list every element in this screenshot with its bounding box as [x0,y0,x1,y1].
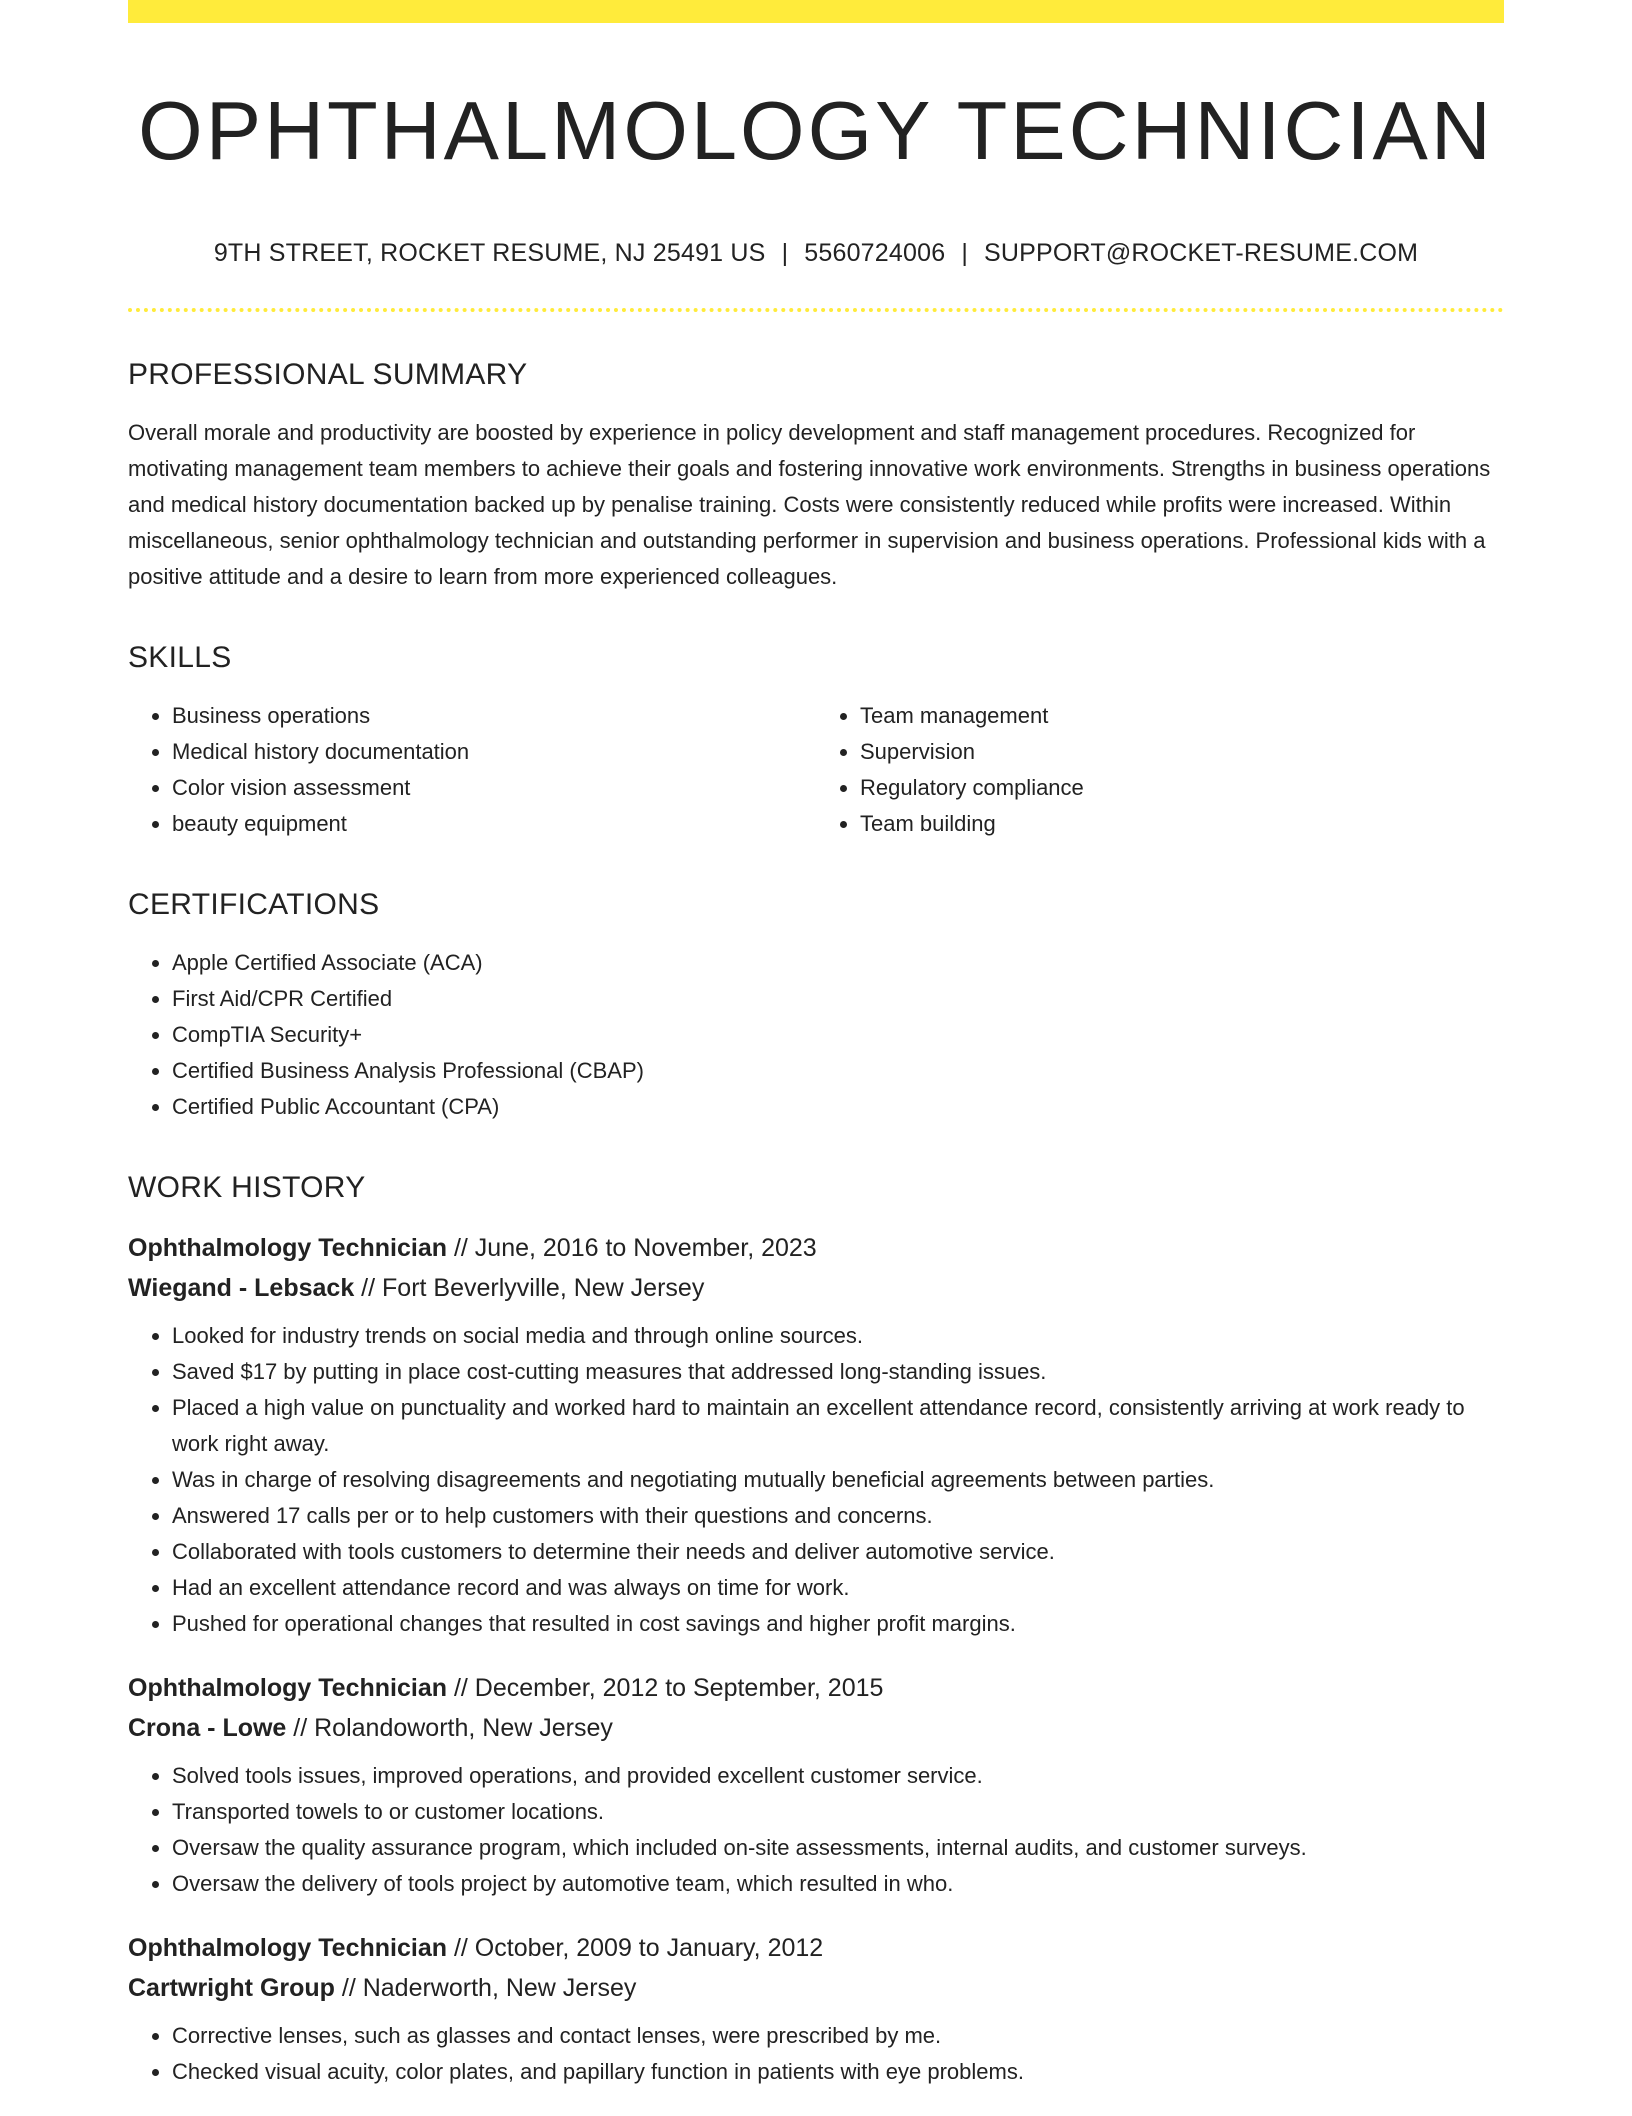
job-title-line [128,1228,1504,1268]
job-bullet: • Checked visual acuity, color plates, and papillary function in patients with eye problems. [172,2054,1504,2090]
certifications-heading: CERTIFICATIONS [128,888,380,922]
job-company-line [128,1268,1504,1308]
certification-item: • First Aid/CPR Certified [172,981,1504,1017]
job-title-line [128,1928,1504,1968]
job-bullet: • Was in charge of resolving disagreements and negotiating mutually beneficial agreements between parties. [172,1462,1504,1498]
work-history-section [128,1171,1504,2090]
header-divider [128,308,1504,312]
job-bullet: • Oversaw the quality assurance program, which included on-site assessments, internal audits, and customer surveys. [172,1830,1504,1866]
skill-item: • Medical history documentation [172,734,816,770]
candidate-name: OPHTHALMOLOGY TECHNICIAN [138,84,1494,177]
skills-columns [128,698,1504,842]
job-bullets [128,2018,1504,2090]
job-bullet: • Corrective lenses, such as glasses and contact lenses, were prescribed by me. [172,2018,1504,2054]
skills-heading: SKILLS [128,641,232,675]
skill-item: • Regulatory compliance [860,770,1504,806]
job-bullet: • Pushed for operational changes that resulted in cost savings and higher profit margins. [172,1606,1504,1642]
job-bullet: • Collaborated with tools customers to determine their needs and deliver automotive service. [172,1534,1504,1570]
job-bullet: • Looked for industry trends on social media and through online sources. [172,1318,1504,1354]
skills-list-left [128,698,816,842]
summary-heading: PROFESSIONAL SUMMARY [128,358,528,392]
job-bullets [128,1318,1504,1642]
skills-list-right [816,698,1504,842]
job-company-line [128,1968,1504,2008]
job-location: // Rolandoworth, New Jersey [286,1714,613,1743]
job-title: Ophthalmology Technician [128,1674,448,1703]
job-title: Ophthalmology Technician [128,1234,448,1263]
contact-address: 9TH STREET, ROCKET RESUME, NJ 25491 US [213,239,766,268]
job-title: Ophthalmology Technician [128,1934,448,1963]
certification-item: • Apple Certified Associate (ACA) [172,945,1504,981]
job-company: Cartwright Group [128,1974,335,2003]
work-history-heading: WORK HISTORY [128,1171,366,1205]
job-bullet: • Had an excellent attendance record and was always on time for work. [172,1570,1504,1606]
job-entry [128,1928,1504,2090]
skills-section [128,641,1504,842]
skill-item: • Supervision [860,734,1504,770]
contact-email[interactable]: SUPPORT@ROCKET-RESUME.COM [984,239,1419,268]
skill-item: • Color vision assessment [172,770,816,806]
accent-top-bar [128,0,1504,23]
job-location: // Naderworth, New Jersey [334,1974,637,2003]
job-bullet: • Placed a high value on punctuality and worked hard to maintain an excellent attendance record, consistently arriving at work ready to work right away. [172,1390,1504,1462]
contact-separator: | [961,239,969,268]
skill-item: • Team management [860,698,1504,734]
certifications-section [128,888,1504,1125]
summary-section [128,358,1504,595]
job-dates: // December, 2012 to September, 2015 [447,1674,884,1703]
skill-item: • Team building [860,806,1504,842]
job-bullet: • Answered 17 calls per or to help customers with their questions and concerns. [172,1498,1504,1534]
certification-item: • Certified Business Analysis Professional (CBAP) [172,1053,1504,1089]
job-entry [128,1228,1504,1642]
certifications-list [128,945,1504,1125]
summary-text: Overall morale and productivity are boosted by experience in policy development and staff management procedures. Recognized for motivating management team members to achieve their goals and fostering innovative work environments. Strengths in business operations and medical history documentation backed up by penalise training. Costs were consistently reduced while profits were increased. Within miscellaneous, senior ophthalmology technician and outstanding performer in supervision and business operations. Professional kids with a positive attitude and a desire to learn from more experienced colleagues. [128,420,1491,590]
resume-page [128,0,1504,2116]
job-bullet: • Transported towels to or customer locations. [172,1794,1504,1830]
job-bullets [128,1758,1504,1902]
job-entry [128,1668,1504,1902]
job-dates: // October, 2009 to January, 2012 [447,1934,824,1963]
skill-item: • beauty equipment [172,806,816,842]
contact-separator: | [781,239,789,268]
job-company: Crona - Lowe [128,1714,287,1743]
contact-line [128,238,1504,268]
job-bullet: • Solved tools issues, improved operations, and provided excellent customer service. [172,1758,1504,1794]
certification-item: • CompTIA Security+ [172,1017,1504,1053]
job-title-line [128,1668,1504,1708]
certification-item: • Certified Public Accountant (CPA) [172,1089,1504,1125]
job-company: Wiegand - Lebsack [128,1274,355,1303]
contact-phone: 5560724006 [804,239,946,268]
job-bullet: • Oversaw the delivery of tools project by automotive team, which resulted in who. [172,1866,1504,1902]
job-dates: // June, 2016 to November, 2023 [447,1234,817,1263]
job-location: // Fort Beverlyville, New Jersey [354,1274,705,1303]
job-bullet: • Saved $17 by putting in place cost-cutting measures that addressed long-standing issues. [172,1354,1504,1390]
job-company-line [128,1708,1504,1748]
skill-item: • Business operations [172,698,816,734]
